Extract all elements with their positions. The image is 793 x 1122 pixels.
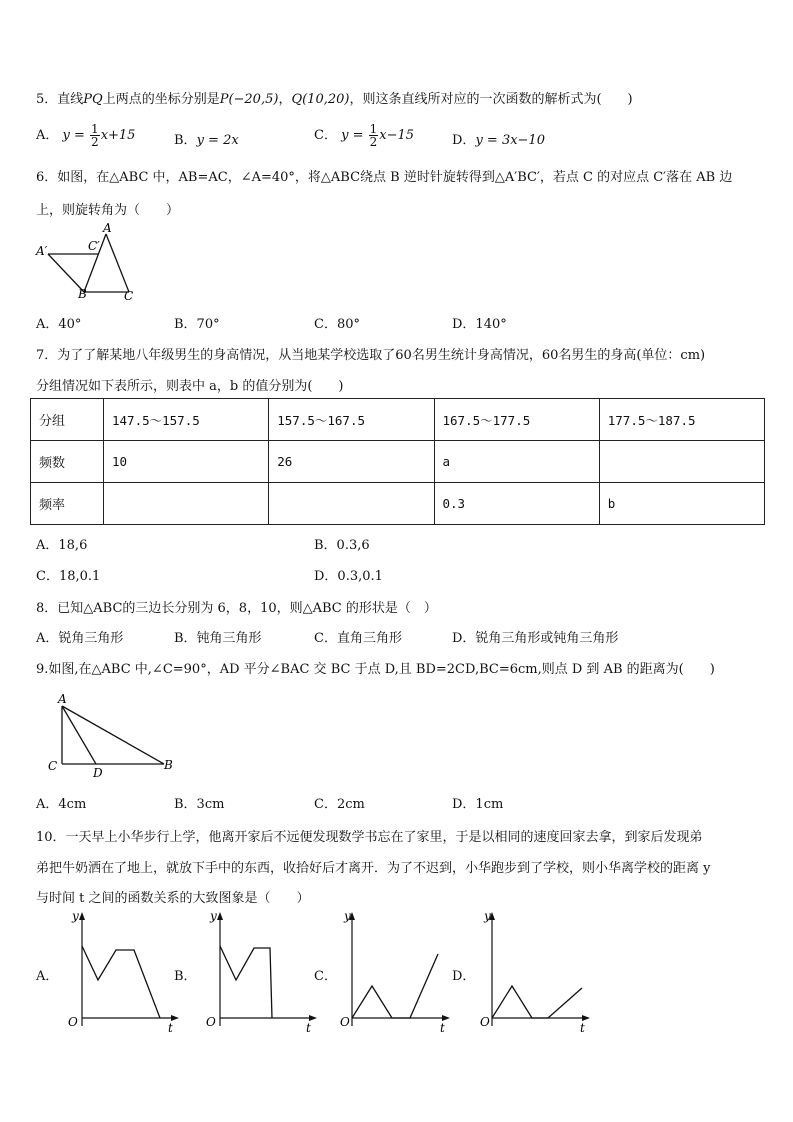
q5-option-b[interactable] (174, 129, 239, 148)
q9-option-c[interactable]: C．2cm (314, 797, 365, 812)
q5-point-q: Q(10,20) (291, 92, 350, 107)
arrowhead (79, 912, 85, 920)
vertex-label-d: D (93, 766, 103, 780)
axis-label-t: t (168, 1021, 173, 1033)
q8-option-b[interactable]: B．钝角三角形 (174, 631, 262, 646)
origin-label: O (340, 1015, 350, 1029)
q7-option-d[interactable]: D．0.3,0.1 (314, 569, 383, 584)
q6-option-c[interactable]: C．80° (314, 317, 360, 332)
q5-separator: ， (278, 92, 292, 107)
vertex-label-c-prime: C′ (88, 239, 100, 253)
table-cell: a (434, 441, 599, 483)
q9-stem: 9.如图,在△ABC 中,∠C=90°，AD 平分∠BAC 交 BC 于点 D,且 BD=2CD,BC=6cm,则点 D 到 AB 的距离为( ) (36, 662, 715, 677)
fraction-numerator: 1 (369, 122, 378, 136)
q8-stem: 8．已知△ABC的三边长分别为 6，8，10，则△ABC 的形状是（ ） (36, 601, 437, 616)
q5-line-name: PQ (83, 92, 103, 107)
fraction-numerator: 1 (91, 122, 99, 136)
q5-option-a[interactable] (36, 123, 135, 148)
table-cell: 167.5～177.5 (434, 399, 599, 441)
q8-option-c[interactable]: C．直角三角形 (314, 631, 402, 646)
q10-stem-line3: 与时间 t 之间的函数关系的大致图象是（ ） (36, 891, 310, 906)
graph-line (220, 946, 272, 1018)
q7-option-b[interactable]: B．0.3,6 (314, 538, 370, 553)
option-math: y = 2x (196, 133, 239, 148)
q5-stem-text: 上两点的坐标分别是 (102, 92, 220, 107)
q9-option-b[interactable]: B．3cm (174, 797, 225, 812)
axis-label-t: t (440, 1021, 445, 1033)
option-math: x+15 (100, 128, 136, 143)
origin-label: O (68, 1015, 78, 1029)
vertex-label-b: B (78, 287, 87, 301)
q8-option-d[interactable]: D．锐角三角形或钝角三角形 (452, 631, 619, 646)
q7-stem-line1: 7．为了了解某地八年级男生的身高情况，从当地某学校选取了60名男生统计身高情况，60名男生的身高(单位：cm) (36, 348, 706, 363)
axis-label-y: y (344, 909, 351, 923)
table-row (31, 399, 765, 441)
table-cell: 177.5～187.5 (599, 399, 764, 441)
option-math: y = (341, 128, 364, 143)
q5-option-d[interactable] (452, 129, 545, 148)
vertex-label-b: B (164, 758, 173, 772)
table-cell: 157.5～167.5 (269, 399, 434, 441)
q7-stem-line2: 分组情况如下表所示，则表中 a，b 的值分别为( ) (36, 379, 344, 394)
table-cell: 分组 (31, 399, 104, 441)
q10-graph-a (60, 908, 185, 1033)
arrowhead (217, 912, 223, 920)
q6-option-b[interactable]: B．70° (174, 317, 220, 332)
q10-option-a[interactable]: A． (36, 969, 59, 984)
graph-line (352, 954, 438, 1018)
vertex-label-a: A (58, 692, 67, 706)
axis-label-y: y (72, 909, 79, 923)
q6-stem-line2: 上，则旋转角为（ ） (36, 203, 180, 218)
bisector (62, 706, 96, 764)
edge (62, 706, 164, 764)
q8-option-a[interactable]: A．锐角三角形 (36, 631, 124, 646)
edge (106, 234, 129, 292)
table-cell: 频数 (31, 441, 104, 483)
vertex-label-a-prime: A′ (36, 244, 48, 258)
q10-graph-c (336, 908, 461, 1033)
q5-point-p: P(−20,5) (219, 92, 279, 107)
vertex-label-a: A (103, 222, 112, 235)
q5-option-c[interactable] (314, 123, 414, 148)
axis-label-y: y (210, 909, 217, 923)
q10-option-d[interactable]: D． (452, 969, 476, 984)
axis-label-y: y (484, 909, 491, 923)
frequency-table (30, 398, 765, 525)
q6-option-a[interactable]: A．40° (36, 317, 82, 332)
axis-label-t: t (306, 1021, 311, 1033)
q10-stem-line2: 弟把牛奶洒在了地上，就放下手中的东西，收拾好后才离开．为了不迟到，小华跑步到了学校，则小华离学校的距离 y (36, 861, 711, 876)
table-cell: b (599, 483, 764, 525)
table-cell: 0.3 (434, 483, 599, 525)
origin-label: O (480, 1015, 490, 1029)
table-row (31, 483, 765, 525)
fraction-denominator: 2 (369, 135, 378, 149)
option-label: D． (452, 133, 476, 148)
table-cell (599, 441, 764, 483)
graph-line (82, 946, 160, 1018)
q5-stem (36, 88, 633, 107)
fraction (369, 123, 379, 148)
q6-triangle-figure (34, 222, 144, 304)
table-cell: 147.5～157.5 (104, 399, 269, 441)
fraction (90, 123, 100, 148)
option-label: B． (174, 133, 197, 148)
table-cell: 频率 (31, 483, 104, 525)
q6-option-d[interactable]: D．140° (452, 317, 507, 332)
q10-graph-b (198, 908, 323, 1033)
option-math: x−15 (379, 128, 415, 143)
table-cell (269, 483, 434, 525)
q5-stem-text: 5．直线 (36, 92, 84, 107)
q9-option-d[interactable]: D．1cm (452, 797, 504, 812)
q7-option-c[interactable]: C．18,0.1 (36, 569, 101, 584)
origin-label: O (206, 1015, 216, 1029)
option-math: y = (62, 128, 85, 143)
fraction-denominator: 2 (91, 135, 99, 149)
q10-option-c[interactable]: C． (314, 969, 337, 984)
q10-stem-line1: 10．一天早上小华步行上学，他离开家后不远便发现数学书忘在了家里，于是以相同的速度回家去拿，到家后发现弟 (36, 830, 703, 845)
option-label: A． (36, 128, 59, 143)
vertex-label-c: C (48, 759, 58, 773)
table-cell: 10 (104, 441, 269, 483)
axis-label-t: t (580, 1021, 585, 1033)
vertex-label-c: C (124, 289, 134, 303)
q9-right-triangle-figure (44, 692, 184, 782)
table-cell (104, 483, 269, 525)
table-row (31, 441, 765, 483)
q6-stem-line1: 6．如图，在△ABC 中，AB=AC，∠A=40°，将△ABC绕点 B 逆时针旋转得到△A′BC′，若点 C 的对应点 C′落在 AB 边 (36, 170, 733, 185)
q5-stem-text: ，则这条直线所对应的一次函数的解析式为( ) (349, 92, 633, 107)
q9-option-a[interactable]: A．4cm (36, 797, 87, 812)
option-math: y = 3x−10 (475, 133, 545, 148)
q10-option-b[interactable]: B． (174, 969, 197, 984)
q7-option-a[interactable]: A．18,6 (36, 538, 88, 553)
q10-graph-d (476, 908, 601, 1033)
table-cell: 26 (269, 441, 434, 483)
graph-line (492, 986, 582, 1018)
option-label: C． (314, 128, 337, 143)
